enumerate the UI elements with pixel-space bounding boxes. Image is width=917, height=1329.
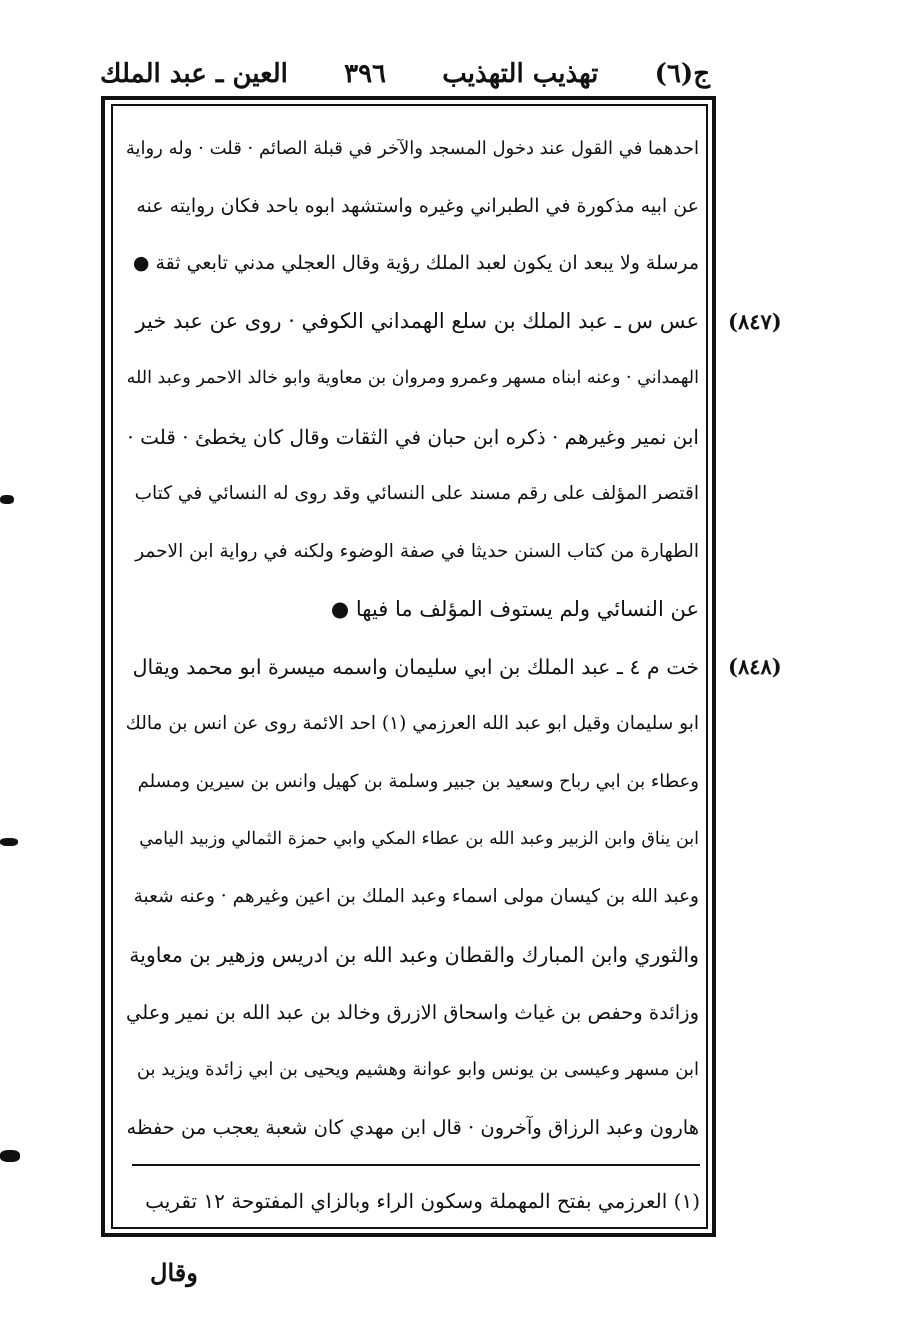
text-line: خت م ٤ ـ عبد الملك بن ابي سليمان واسمه ميسرة ابو محمد ويقال [132, 654, 699, 679]
scan-mark [0, 1150, 20, 1162]
text-line: ابن نمير وغيرهم · ذكره ابن حبان في الثقات وقال كان يخطئ · قلت · [127, 424, 699, 449]
volume-label: ج(٦) [654, 59, 710, 89]
text-line: مرسلة ولا يبعد ان يكون لعبد الملك رؤية وقال العجلي مدني تابعي ثقة ● [132, 252, 699, 275]
text-line: وعبد الله بن كيسان مولى اسماء وعبد الملك بن اعين وغيرهم · وعنه شعبة [133, 886, 699, 908]
page-header [100, 52, 710, 96]
text-line: عس س ـ عبد الملك بن سلع الهمداني الكوفي · روى عن عبد خير [135, 309, 699, 334]
text-line: هارون وعبد الرزاق وآخرون · قال ابن مهدي كان شعبة يعجب من حفظه [126, 1116, 699, 1140]
text-line: ابن يناق وابن الزبير وعبد الله بن عطاء المكي وابي حمزة الثمالي وزبيد اليامي [139, 829, 699, 850]
footnote: (١) العرزمي بفتح المهملة وسكون الراء وبالزاي المفتوحة ١٢ تقريب [145, 1189, 700, 1213]
text-line: والثوري وابن المبارك والقطان وعبد الله بن ادريس وزهير بن معاوية [129, 942, 699, 967]
text-line: ابو سليمان وقيل ابو عبد الله العرزمي (١) احد الائمة روى عن انس بن مالك [125, 713, 699, 735]
text-line: عن النسائي ولم يستوف المؤلف ما فيها ● [330, 597, 699, 622]
catchword: وقال [150, 1258, 198, 1287]
footnote-separator [132, 1164, 700, 1166]
entry-number: (٨٤٧) [728, 308, 782, 334]
entry-number: (٨٤٨) [728, 654, 782, 680]
text-line: الهمداني · وعنه ابناه مسهر وعمرو ومروان بن معاوية وابو خالد الاحمر وعبد الله [126, 368, 699, 389]
text-body [124, 120, 699, 1157]
book-title: تهذيب التهذيب [442, 59, 599, 89]
text-line: الطهارة من كتاب السنن حديثا في صفة الوضوء ولكنه في رواية ابن الاحمر [135, 540, 699, 562]
section-title: العين ـ عبد الملك [100, 59, 288, 89]
text-line: وعطاء بن ابي رباح وسعيد بن جبير وسلمة بن كهيل وانس بن سيرين ومسلم [137, 771, 699, 793]
text-line: عن ابيه مذكورة في الطبراني وغيره واستشهد ابوه باحد فكان روايته عنه [136, 194, 699, 217]
text-line: وزائدة وحفص بن غياث واسحاق الازرق وخالد بن عبد الله بن نمير وعلي [126, 1000, 699, 1024]
scan-mark [0, 838, 18, 846]
page-number: ٣٩٦ [344, 59, 387, 89]
text-line: احدهما في القول عند دخول المسجد والآخر في قبلة الصائم · قلت · وله رواية [125, 137, 699, 159]
text-line: ابن مسهر وعيسى بن يونس وابو عوانة وهشيم ويحيى بن ابي زائدة ويزيد بن [136, 1059, 699, 1081]
text-line: اقتصر المؤلف على رقم مسند على النسائي وقد روى له النسائي في كتاب [134, 483, 699, 505]
scan-mark [0, 495, 14, 504]
